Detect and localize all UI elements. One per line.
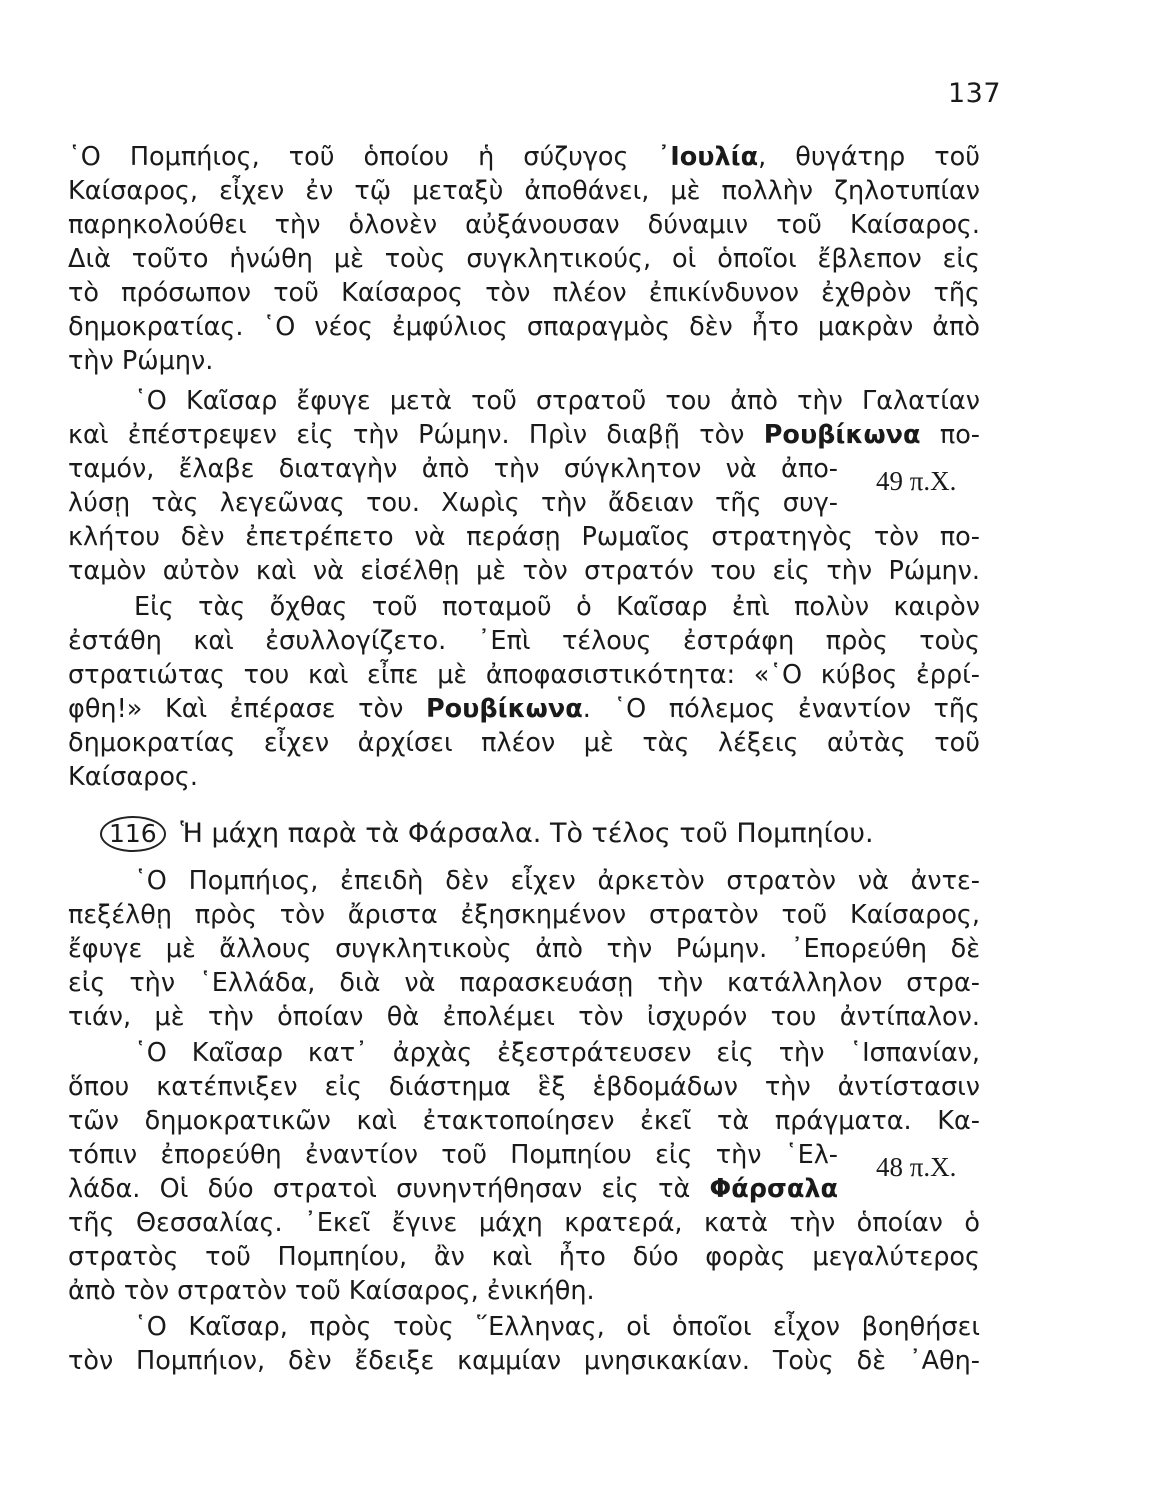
line-text: ῾Ο Πομπήιος, ἐπειδὴ δὲν εἶχεν ἀρκετὸν στρατὸν νὰ ἀντε- <box>134 866 980 896</box>
line-text: λάδα. Οἱ δύο στρατοὶ συνηντήθησαν εἰς τὰ Φάρσαλα <box>68 1174 838 1204</box>
line-text: τῶν δημοκρατικῶν καὶ ἐτακτοποίησεν ἐκεῖ τὰ πράγματα. Κα- <box>68 1106 980 1136</box>
emphasized-term: Ρουβίκωνα <box>425 694 583 724</box>
text-line <box>68 140 980 174</box>
text-line <box>68 1036 980 1070</box>
text-line <box>68 174 980 208</box>
section-heading <box>100 814 874 854</box>
line-text: κλήτου δὲν ἐπετρέπετο νὰ περάσῃ Ρωμαῖος στρατηγὸς τὸν πο- <box>68 522 980 552</box>
margin-date-note: 49 π.Χ. <box>876 466 957 496</box>
line-text: τόπιν ἐπορεύθη ἐναντίον τοῦ Πομπηίου εἰς τὴν ῾Ελ- <box>68 1140 838 1170</box>
text-line <box>68 452 838 486</box>
text-line <box>68 1310 980 1344</box>
page-number: 137 <box>948 78 1002 109</box>
text-line <box>68 554 980 588</box>
text-line <box>68 658 980 692</box>
text-line <box>68 1240 980 1274</box>
text-line <box>68 898 980 932</box>
text-line <box>68 520 980 554</box>
line-text: ἀπὸ τὸν στρατὸν τοῦ Καίσαρος, ἐνικήθη. <box>68 1276 595 1306</box>
text-line <box>68 1000 980 1034</box>
text-line <box>68 344 980 378</box>
text-line <box>68 418 980 452</box>
line-text: ὅπου κατέπνιξεν εἰς διάστημα ἓξ ἑβδομάδων τὴν ἀντίστασιν <box>68 1072 980 1102</box>
text-line <box>68 966 980 1000</box>
text-line <box>68 1344 980 1378</box>
line-text: τὸν Πομπήιον, δὲν ἔδειξε καμμίαν μνησικακίαν. Τοὺς δὲ ᾿Αθη- <box>68 1346 980 1376</box>
text-line <box>68 1274 980 1308</box>
line-text: φθη!» Καὶ ἐπέρασε τὸν Ρουβίκωνα. ῾Ο πόλεμος ἐναντίον τῆς <box>68 694 980 724</box>
emphasized-term: ᾿Ιουλία <box>657 142 759 172</box>
text-line <box>68 932 980 966</box>
line-text: τῆς Θεσσαλίας. ᾿Εκεῖ ἔγινε μάχη κρατερά, κατὰ τὴν ὁποίαν ὁ <box>68 1208 980 1238</box>
line-text: ῾Ο Καῖσαρ κατ᾿ ἀρχὰς ἐξεστράτευσεν εἰς τὴν ῾Ισπανίαν, <box>134 1038 980 1068</box>
text-line <box>68 864 980 898</box>
line-text: ταμόν, ἔλαβε διαταγὴν ἀπὸ τὴν σύγκλητον νὰ ἀπο- <box>68 454 838 484</box>
line-text: δημοκρατίας εἶχεν ἀρχίσει πλέον μὲ τὰς λέξεις αὐτὰς τοῦ <box>68 728 980 758</box>
text-line <box>68 760 980 794</box>
line-text: ῾Ο Πομπήιος, τοῦ ὁποίου ἡ σύζυγος ᾿Ιουλία, θυγάτηρ τοῦ <box>68 142 980 172</box>
section-number-circled: 116 <box>100 816 166 852</box>
emphasized-term: Φάρσαλα <box>709 1174 838 1204</box>
text-line <box>68 310 980 344</box>
line-text: λύσῃ τὰς λεγεῶνας του. Χωρὶς τὴν ἄδειαν τῆς συγ- <box>68 488 838 518</box>
line-text: τὸ πρόσωπον τοῦ Καίσαρος τὸν πλέον ἐπικίνδυνον ἐχθρὸν τῆς <box>68 278 980 308</box>
text-line <box>68 1206 980 1240</box>
line-text: τὴν Ρώμην. <box>68 346 214 376</box>
text-line <box>68 624 980 658</box>
section-title: Ἡ μάχη παρὰ τὰ Φάρσαλα. Τὸ τέλος τοῦ Πομπηίου. <box>180 818 874 849</box>
text-line <box>68 1070 980 1104</box>
text-line <box>68 1104 980 1138</box>
text-line <box>68 726 980 760</box>
line-text: καὶ ἐπέστρεψεν εἰς τὴν Ρώμην. Πρὶν διαβῇ τὸν Ρουβίκωνα πο- <box>68 420 980 450</box>
text-line <box>68 1172 838 1206</box>
margin-date-note: 48 π.Χ. <box>876 1152 957 1182</box>
line-text: ῾Ο Καῖσαρ ἔφυγε μετὰ τοῦ στρατοῦ του ἀπὸ τὴν Γαλατίαν <box>134 386 980 416</box>
line-text: ἐστάθη καὶ ἐσυλλογίζετο. ᾿Επὶ τέλους ἐστράφη πρὸς τοὺς <box>68 626 980 656</box>
line-text: Καίσαρος. <box>68 762 198 792</box>
text-line <box>68 208 980 242</box>
line-text: παρηκολούθει τὴν ὁλονὲν αὐξάνουσαν δύναμιν τοῦ Καίσαρος. <box>68 210 980 240</box>
line-text: στρατὸς τοῦ Πομπηίου, ἂν καὶ ἦτο δύο φορὰς μεγαλύτερος <box>68 1242 980 1272</box>
text-line <box>68 384 980 418</box>
text-line <box>68 242 980 276</box>
line-text: Καίσαρος, εἶχεν ἐν τῷ μεταξὺ ἀποθάνει, μὲ πολλὴν ζηλοτυπίαν <box>68 176 980 206</box>
line-text: πεξέλθῃ πρὸς τὸν ἄριστα ἐξησκημένον στρατὸν τοῦ Καίσαρος, <box>68 900 980 930</box>
line-text: Εἰς τὰς ὄχθας τοῦ ποταμοῦ ὁ Καῖσαρ ἐπὶ πολὺν καιρὸν <box>134 592 980 622</box>
text-line <box>68 1138 838 1172</box>
line-text: ταμὸν αὐτὸν καὶ νὰ εἰσέλθῃ μὲ τὸν στρατόν του εἰς τὴν Ρώμην. <box>68 556 980 586</box>
text-line <box>68 692 980 726</box>
emphasized-term: Ρουβίκωνα <box>763 420 921 450</box>
text-line <box>68 486 838 520</box>
line-text: ἔφυγε μὲ ἄλλους συγκλητικοὺς ἀπὸ τὴν Ρώμην. ᾿Επορεύθη δὲ <box>68 934 980 964</box>
line-text: τιάν, μὲ τὴν ὁποίαν θὰ ἐπολέμει τὸν ἰσχυρόν του ἀντίπαλον. <box>68 1002 980 1032</box>
line-text: δημοκρατίας. ῾Ο νέος ἐμφύλιος σπαραγμὸς δὲν ἦτο μακρὰν ἀπὸ <box>68 312 980 342</box>
line-text: Διὰ τοῦτο ἡνώθη μὲ τοὺς συγκλητικούς, οἱ ὁποῖοι ἔβλεπον εἰς <box>68 244 980 274</box>
line-text: εἰς τὴν ῾Ελλάδα, διὰ νὰ παρασκευάσῃ τὴν κατάλληλον στρα- <box>68 968 980 998</box>
text-line <box>68 276 980 310</box>
line-text: στρατιώτας του καὶ εἶπε μὲ ἀποφασιστικότητα: «῾Ο κύβος ἐρρί- <box>68 660 980 690</box>
line-text: ῾Ο Καῖσαρ, πρὸς τοὺς ῞Ελληνας, οἱ ὁποῖοι εἶχον βοηθήσει <box>134 1312 980 1342</box>
text-line <box>68 590 980 624</box>
